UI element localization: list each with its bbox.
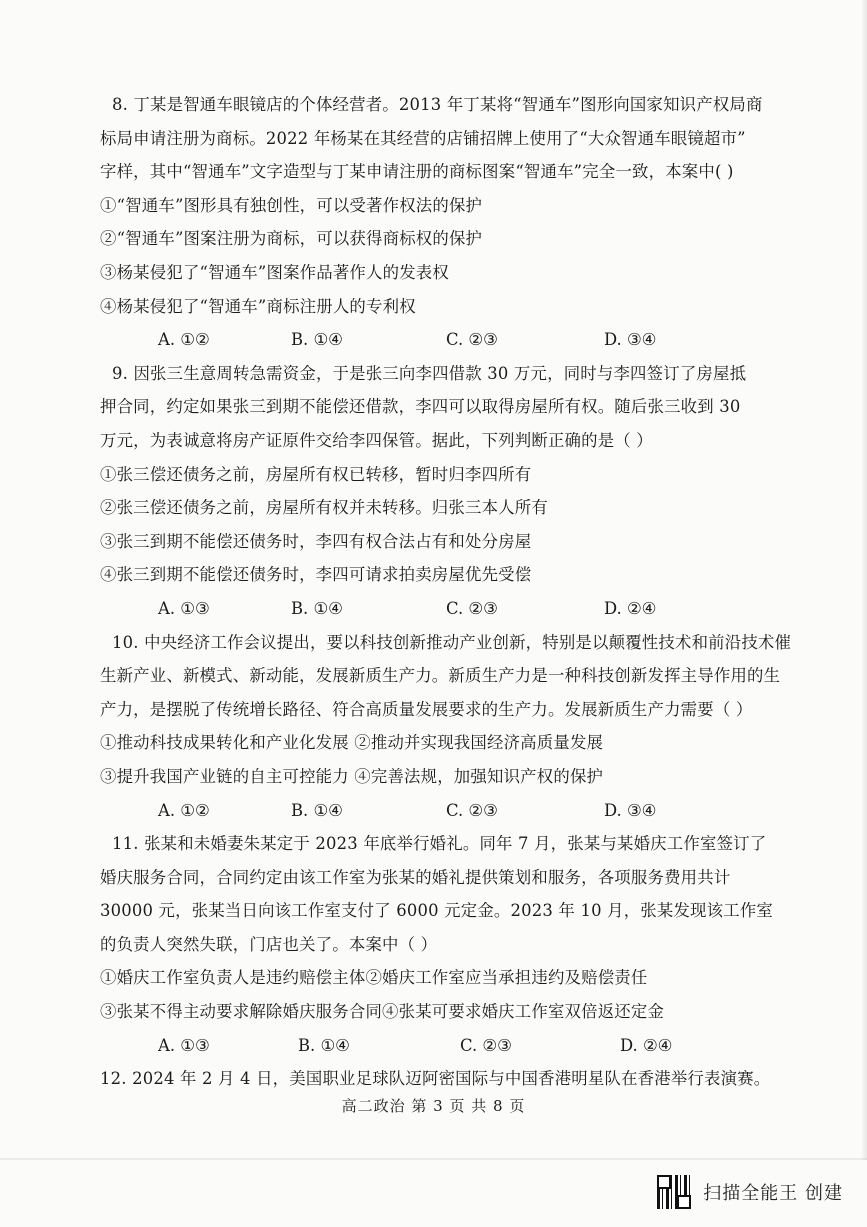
choice-d: D. ③④: [604, 800, 657, 820]
statement-option: ①推动科技成果转化和产业化发展 ②推动并实现我国经济高质量发展: [100, 733, 604, 753]
choice-a: A. ①③: [158, 599, 210, 619]
question-8: [100, 88, 790, 357]
qr-code-icon: [657, 1175, 691, 1209]
choice-a: A. ①②: [158, 330, 210, 350]
question-stem-line: 婚庆服务合同，合同约定由该工作室为张某的婚礼提供策划和服务，各项服务费用共计: [100, 867, 731, 887]
statement-option: ③张三到期不能偿还债务时，李四有权合法占有和处分房屋: [100, 531, 532, 551]
page-footer: 高二政治 第 3 页 共 8 页: [341, 1097, 526, 1115]
scanner-watermark: [657, 1172, 843, 1212]
question-stem-line: 的负责人突然失联，门店也关了。本案中（ ）: [100, 934, 438, 954]
question-stem-line: 生新产业、新模式、新动能，发展新质生产力。新质生产力是一种科技创新发挥主导作用的生: [100, 666, 781, 686]
choice-b: B. ①④: [298, 1035, 350, 1055]
choice-a: A. ①③: [158, 1035, 210, 1055]
choice-d: D. ②④: [604, 599, 657, 619]
question-stem-line: 押合同，约定如果张三到期不能偿还借款，李四可以取得房屋所有权。随后张三收到 30: [100, 397, 741, 417]
statement-option: ②张三偿还债务之前，房屋所有权并未转移。归张三本人所有: [100, 498, 548, 518]
choice-c: C. ②③: [446, 330, 498, 350]
answer-choices: [100, 323, 790, 357]
choice-c: C. ②③: [460, 1035, 512, 1055]
question-stem-line: 9. 因张三生意周转急需资金，于是张三向李四借款 30 万元，同时与李四签订了房屋抵: [112, 363, 747, 383]
watermark-text: 扫描全能王 创建: [703, 1183, 843, 1204]
scan-edge: [861, 0, 867, 1160]
statement-option: ③杨某侵犯了“智通车”图案作品著作人的发表权: [100, 262, 449, 282]
statement-option: ③张某不得主动要求解除婚庆服务合同④张某可要求婚庆工作室双倍返还定金: [100, 1002, 665, 1022]
choice-d: D. ③④: [604, 330, 657, 350]
question-stem-line: 8. 丁某是智通车眼镜店的个体经营者。2013 年丁某将“智通车”图形向国家知识产权局商: [112, 95, 763, 114]
question-stem-line: 产力，是摆脱了传统增长路径、符合高质量发展要求的生产力。发展新质生产力需要（ ）: [100, 699, 753, 719]
question-10: [100, 626, 790, 828]
choice-b: B. ①④: [291, 599, 343, 619]
question-stem-line: 字样，其中“智通车”文字造型与丁某申请注册的商标图案“智通车”完全一致，本案中( ): [100, 162, 734, 182]
question-9: [100, 357, 790, 626]
choice-c: C. ②③: [446, 800, 498, 820]
question-12: [100, 1062, 790, 1096]
question-stem-line: 12. 2024 年 2 月 4 日，美国职业足球队迈阿密国际与中国香港明星队在香港举行表演赛。: [100, 1069, 771, 1089]
answer-choices: [100, 793, 790, 827]
scan-edge-bottom: [0, 1158, 867, 1160]
statement-option: ③提升我国产业链的自主可控能力 ④完善法规，加强知识产权的保护: [100, 766, 604, 786]
question-11: [100, 827, 790, 1062]
question-stem-line: 30000 元，张某当日向该工作室支付了 6000 元定金。2023 年 10 月，张某发现该工作室: [100, 901, 774, 921]
statement-option: ①婚庆工作室负责人是违约赔偿主体②婚庆工作室应当承担违约及赔偿责任: [100, 968, 648, 988]
choice-c: C. ②③: [446, 599, 498, 619]
statement-option: ②“智通车”图案注册为商标，可以获得商标权的保护: [100, 229, 483, 249]
question-stem-line: 10. 中央经济工作会议提出，要以科技创新推动产业创新，特别是以颠覆性技术和前沿技术催: [112, 632, 792, 652]
choice-a: A. ①②: [158, 800, 210, 820]
answer-choices: [100, 1029, 790, 1063]
answer-choices: [100, 592, 790, 626]
questions-body: [100, 88, 790, 1096]
choice-d: D. ②④: [620, 1035, 673, 1055]
question-stem-line: 万元，为表诚意将房产证原件交给李四保管。据此，下列判断正确的是（ ）: [100, 430, 653, 450]
question-stem-line: 11. 张某和未婚妻朱某定于 2023 年底举行婚礼。同年 7 月，张某与某婚庆工作室签订了: [112, 834, 767, 854]
choice-b: B. ①④: [291, 330, 343, 350]
statement-option: ④张三到期不能偿还债务时，李四可请求拍卖房屋优先受偿: [100, 565, 532, 585]
statement-option: ①张三偿还债务之前，房屋所有权已转移，暂时归李四所有: [100, 464, 532, 484]
question-stem-line: 标局申请注册为商标。2022 年杨某在其经营的店铺招牌上使用了“大众智通车眼镜超市”: [100, 128, 746, 148]
statement-option: ④杨某侵犯了“智通车”商标注册人的专利权: [100, 296, 416, 316]
statement-option: ①“智通车”图形具有独创性，可以受著作权法的保护: [100, 195, 483, 215]
choice-b: B. ①④: [291, 800, 343, 820]
